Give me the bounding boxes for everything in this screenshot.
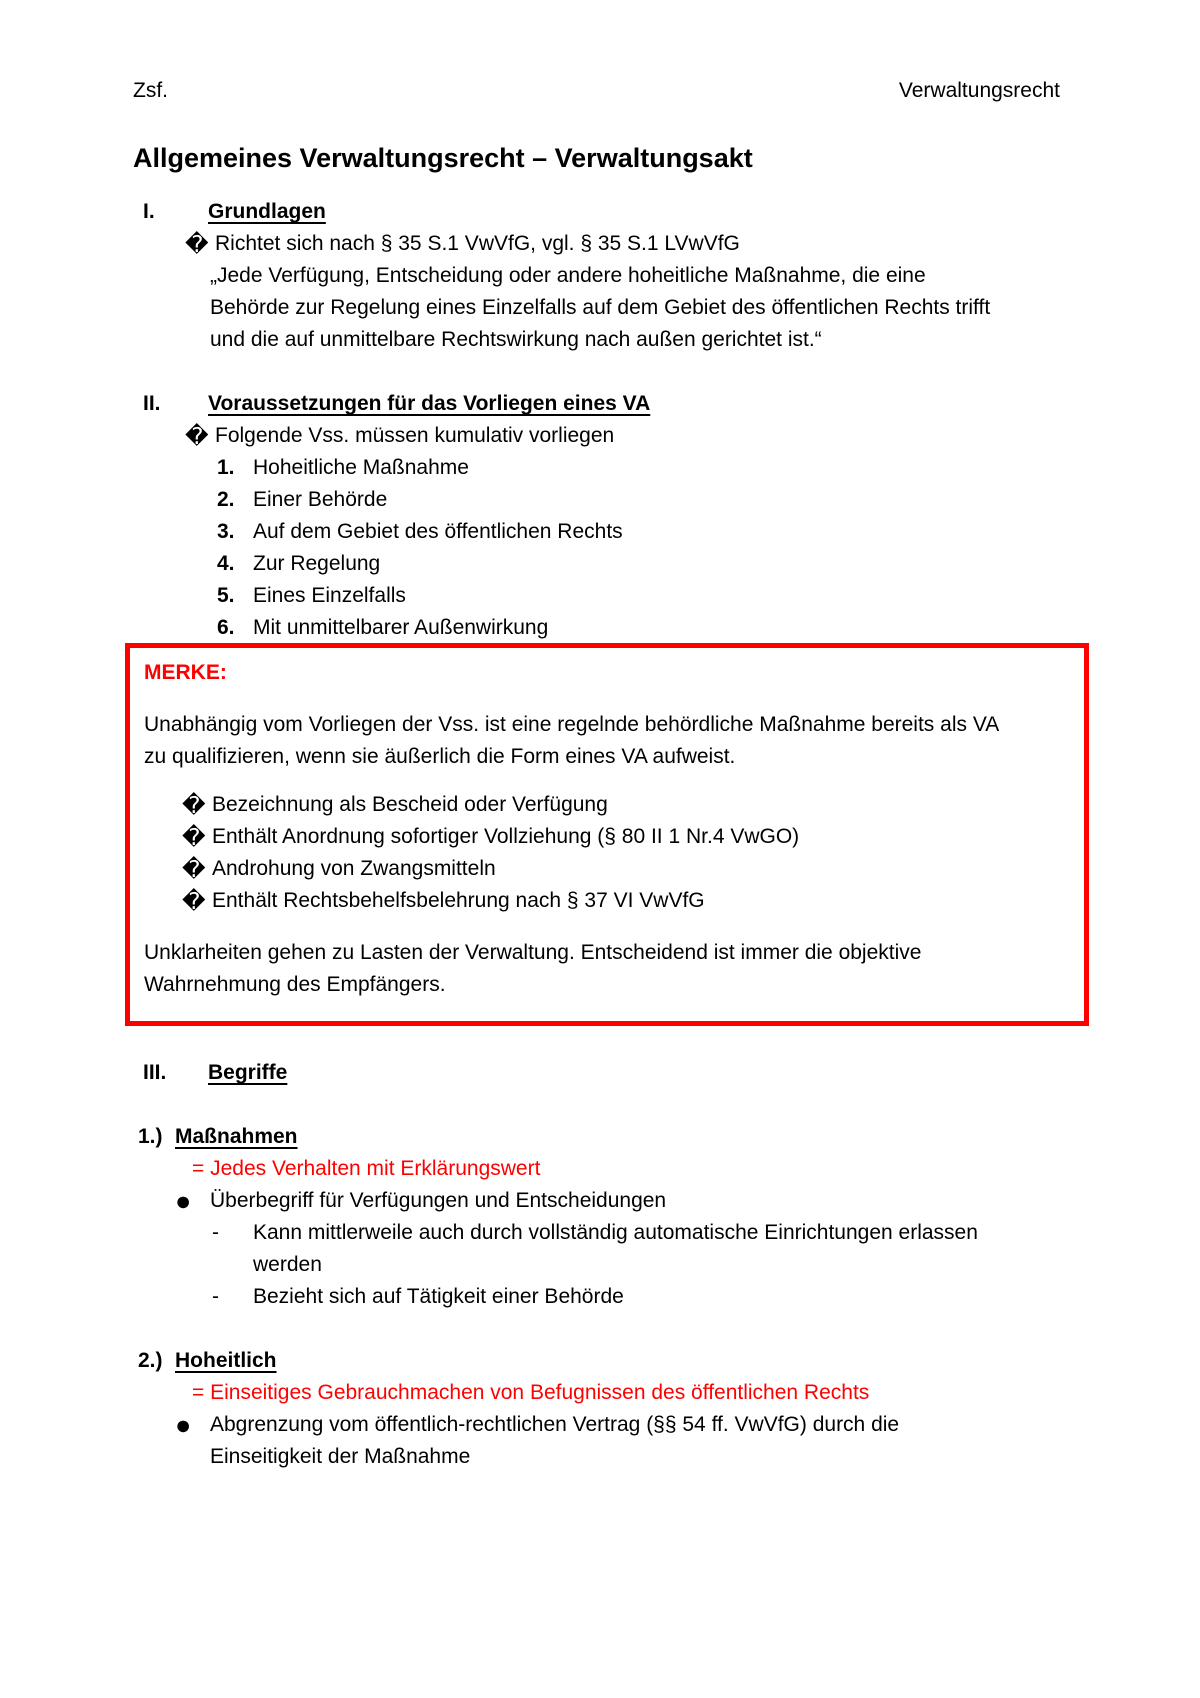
list-item-text: Eines Einzelfalls [253,584,406,607]
list-item-text: Zur Regelung [253,552,381,575]
subsection-1-heading-row [133,1121,1060,1153]
quote-line: und die auf unmittelbare Rechtswirkung nach außen gerichtet ist.“ [210,328,822,351]
merke-callout-box [125,643,1089,1026]
subsection-2-bullet-row [133,1409,1060,1441]
subsection-1-heading: Maßnahmen [175,1125,298,1148]
dash-bullet-icon: - [212,1285,219,1308]
list-item-number: 6. [217,616,235,639]
header-right: Verwaltungsrecht [898,79,1060,102]
section-ii-heading-row [133,388,1060,420]
circle-bullet-icon: ● [175,1186,192,1216]
replacement-bullet-icon: � [185,231,209,257]
subsection-2-number: 2.) [138,1349,163,1372]
section-i-numeral: I. [143,200,155,223]
replacement-bullet-icon: � [182,792,206,818]
quote-line: „Jede Verfügung, Entscheidung oder andere hoheitliche Maßnahme, die eine [210,264,926,287]
header-left: Zsf. [133,79,168,102]
subsection-1-bullet-text: Überbegriff für Verfügungen und Entscheidungen [210,1189,667,1212]
replacement-bullet-icon: � [185,423,209,449]
dash-item-text: Bezieht sich auf Tätigkeit einer Behörde [253,1285,624,1308]
subsection-1-bullet-row [133,1185,1060,1217]
merke-outro [144,937,1070,1001]
section-ii-bullet-row [133,420,1060,452]
dash-item-text: Kann mittlerweile auch durch vollständig automatische Einrichtungen erlassen [253,1221,978,1244]
merke-bullet-text: Enthält Anordnung sofortiger Vollziehung (§ 80 II 1 Nr.4 VwGO) [212,825,800,848]
list-item-number: 1. [217,456,235,479]
subsection-2-heading: Hoheitlich [175,1349,277,1372]
list-item-number: 5. [217,584,235,607]
section-i-bullet-row [133,228,1060,260]
page-title: Allgemeines Verwaltungsrecht – Verwaltungsakt [133,143,753,173]
merke-bullet-item [144,789,1070,821]
subsection-1-number: 1.) [138,1125,163,1148]
replacement-bullet-icon: � [182,824,206,850]
list-item [133,612,1060,644]
section-ii-numeral: II. [143,392,161,415]
list-item-text: Auf dem Gebiet des öffentlichen Rechts [253,520,623,543]
section-ii-heading: Voraussetzungen für das Vorliegen eines VA [208,392,651,415]
section-i-heading-row [133,196,1060,228]
list-item-text: Einer Behörde [253,488,388,511]
list-item [133,452,1060,484]
dash-item [133,1217,1060,1249]
list-item-number: 2. [217,488,235,511]
merke-outro-line: Unklarheiten gehen zu Lasten der Verwaltung. Entscheidend ist immer die objektive [144,941,922,964]
quote-line: Behörde zur Regelung eines Einzelfalls auf dem Gebiet des öffentlichen Rechts trifft [210,296,991,319]
merke-bullet-text: Androhung von Zwangsmitteln [212,857,496,880]
list-item [133,516,1060,548]
replacement-bullet-icon: � [182,888,206,914]
list-item [133,548,1060,580]
merke-intro-line: Unabhängig vom Vorliegen der Vss. ist eine regelnde behördliche Maßnahme bereits als VA [144,713,1000,736]
list-item-number: 4. [217,552,235,575]
list-item [133,580,1060,612]
section-iii-heading: Begriffe [208,1061,288,1084]
merke-label: MERKE: [144,661,227,684]
section-ii-bullet-text: Folgende Vss. müssen kumulativ vorliegen [215,424,615,447]
merke-bullet-item [144,821,1070,853]
dash-bullet-icon: - [212,1221,219,1244]
list-item [133,484,1060,516]
merke-outro-line: Wahrnehmung des Empfängers. [144,973,446,996]
section-i-heading: Grundlagen [208,200,326,223]
merke-bullet-item [144,853,1070,885]
page-header [133,75,1060,107]
merke-bullet-item [144,885,1070,917]
subsection-2-bullet-text: Abgrenzung vom öffentlich-rechtlichen Vertrag (§§ 54 ff. VwVfG) durch die [210,1413,900,1436]
dash-item [133,1281,1060,1313]
list-item-text: Mit unmittelbarer Außenwirkung [253,616,549,639]
section-i-bullet-text: Richtet sich nach § 35 S.1 VwVfG, vgl. § 35 S.1 LVwVfG [215,232,740,255]
replacement-bullet-icon: � [182,856,206,882]
subsection-2-definition: = Einseitiges Gebrauchmachen von Befugnissen des öffentlichen Rechts [192,1381,870,1404]
merke-bullet-text: Enthält Rechtsbehelfsbelehrung nach § 37 VI VwVfG [212,889,705,912]
subsection-2-heading-row [133,1345,1060,1377]
section-iii-numeral: III. [143,1061,167,1084]
list-item-text: Hoheitliche Maßnahme [253,456,469,479]
merke-bullet-list [144,789,1070,917]
merke-intro-line: zu qualifizieren, wenn sie äußerlich die Form eines VA aufweist. [144,745,736,768]
section-iii-heading-row [133,1057,1060,1089]
list-item-number: 3. [217,520,235,543]
circle-bullet-icon: ● [175,1410,192,1440]
subsection-1-definition: = Jedes Verhalten mit Erklärungswert [192,1157,541,1180]
merke-bullet-text: Bezeichnung als Bescheid oder Verfügung [212,793,608,816]
subsection-2-bullet-continuation: Einseitigkeit der Maßnahme [210,1445,471,1468]
dash-item-continuation: werden [253,1253,322,1276]
merke-intro [144,709,1070,773]
